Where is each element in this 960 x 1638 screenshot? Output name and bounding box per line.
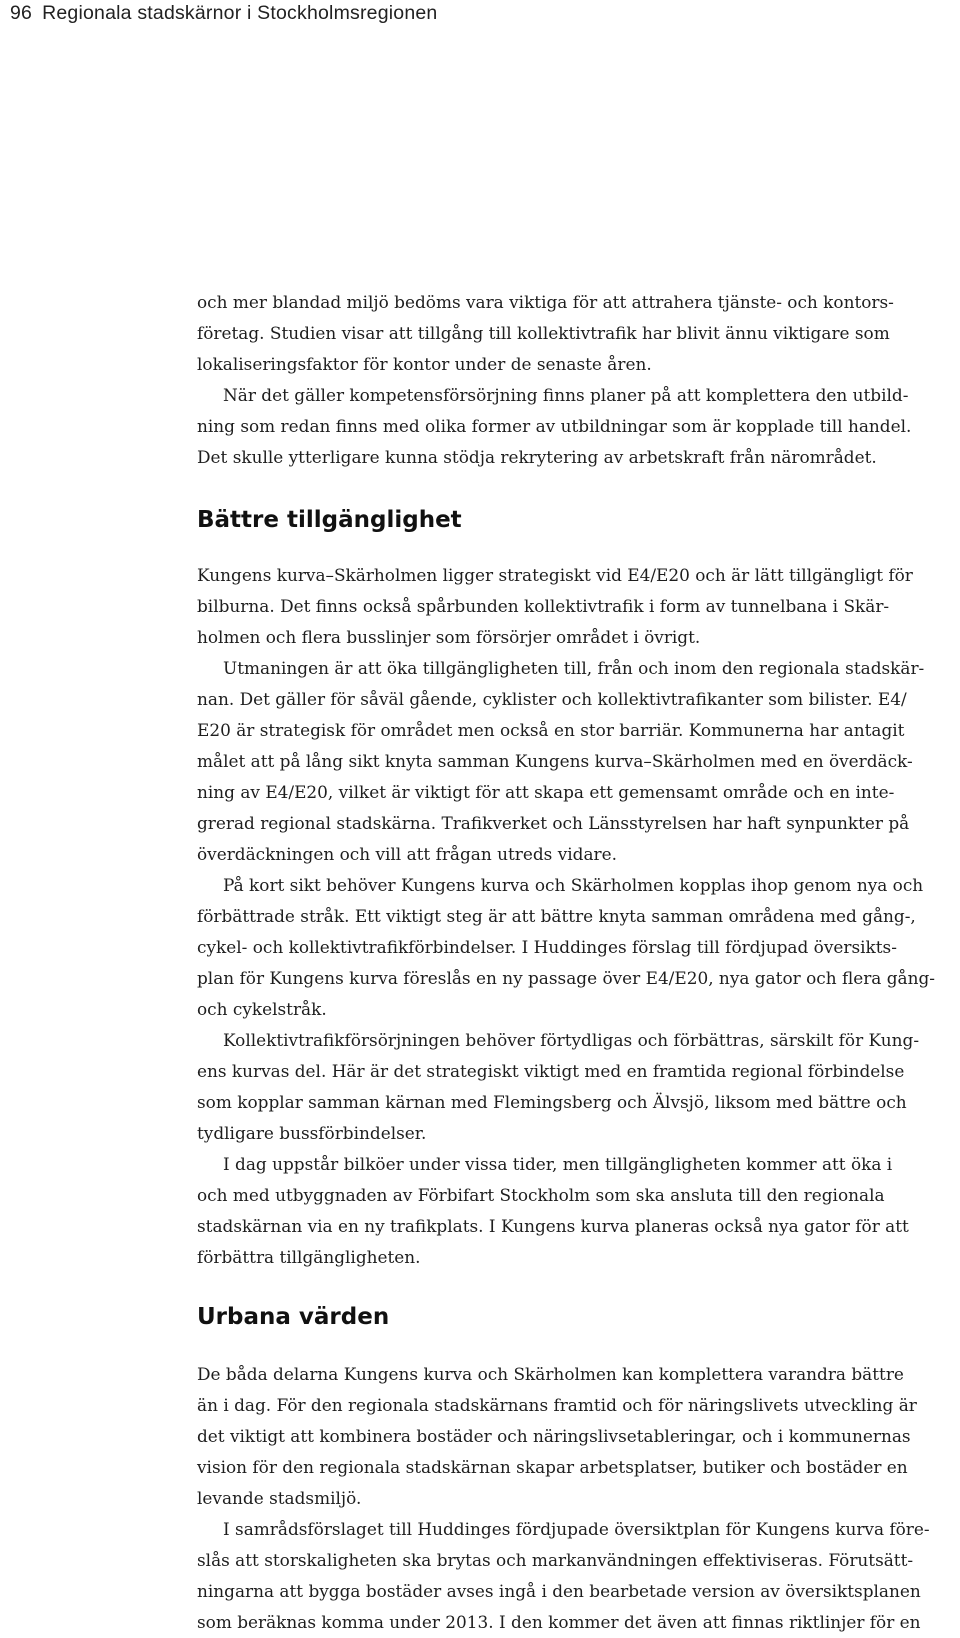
text-line: ens kurvas del. Här är det strategiskt viktigt med en framtida regional förbindelse — [197, 1061, 905, 1082]
text-line: ning som redan finns med olika former av utbildningar som är kopplade till handel. — [197, 416, 912, 436]
text-line: De båda delarna Kungens kurva och Skärholmen kan komplettera varandra bättre — [197, 1364, 904, 1385]
intro-paragraphs — [197, 287, 949, 473]
running-title: Regionala stadskärnor i Stockholmsregionen — [42, 2, 438, 24]
text-line: När det gäller kompetensförsörjning finns planer på att komplettera den utbild- — [223, 385, 909, 405]
page-number: 96 — [10, 2, 33, 24]
section-paragraphs — [197, 1359, 949, 1638]
text-line: Det skulle ytterligare kunna stödja rekrytering av arbetskraft från närområdet. — [197, 447, 877, 467]
section-paragraphs — [197, 560, 949, 1273]
section-heading: Urbana värden — [197, 1304, 390, 1331]
text-line: överdäckningen och vill att frågan utreds vidare. — [197, 844, 617, 865]
text-line: I samrådsförslaget till Huddinges fördjupade översiktplan för Kungens kurva före- — [223, 1519, 930, 1540]
text-line: ning av E4/E20, vilket är viktigt för att skapa ett gemensamt område och en inte- — [197, 782, 895, 803]
text-line: Kungens kurva–Skärholmen ligger strategiskt vid E4/E20 och är lätt tillgängligt för — [197, 565, 913, 586]
text-line: tydligare bussförbindelser. — [197, 1123, 427, 1144]
text-line: I dag uppstår bilköer under vissa tider, men tillgängligheten kommer att öka i — [223, 1154, 893, 1175]
text-line: nan. Det gäller för såväl gående, cyklister och kollektivtrafikanter som bilister. E4/ — [197, 689, 907, 710]
text-line: Utmaningen är att öka tillgängligheten till, från och inom den regionala stadskär- — [223, 658, 925, 679]
text-line: som beräknas komma under 2013. I den kommer det även att finnas riktlinjer för en — [197, 1612, 921, 1633]
text-line: plan för Kungens kurva föreslås en ny passage över E4/E20, nya gator och flera gång- — [197, 968, 936, 989]
text-line: slås att storskaligheten ska brytas och markanvändningen effektiviseras. Förutsätt- — [197, 1550, 914, 1571]
text-line: holmen och flera busslinjer som försörjer området i övrigt. — [197, 627, 701, 648]
text-line: det viktigt att kombinera bostäder och näringslivsetableringar, och i kommunernas — [197, 1426, 911, 1447]
text-line: målet att på lång sikt knyta samman Kungens kurva–Skärholmen med en överdäck- — [197, 751, 913, 772]
text-line: E20 är strategisk för området men också en stor barriär. Kommunerna har antagit — [197, 720, 905, 741]
section-heading: Bättre tillgänglighet — [197, 507, 462, 533]
text-line: förbättra tillgängligheten. — [197, 1247, 421, 1268]
body-text — [197, 287, 949, 1638]
running-header — [10, 2, 437, 25]
text-line: vision för den regionala stadskärnan skapar arbetsplatser, butiker och bostäder en — [197, 1457, 908, 1478]
text-line: grerad regional stadskärna. Trafikverket och Länsstyrelsen har haft synpunkter på — [197, 813, 910, 834]
text-line: levande stadsmiljö. — [197, 1488, 362, 1509]
text-line: cykel- och kollektivtrafikförbindelser. I Huddinges förslag till fördjupad översikts- — [197, 937, 897, 958]
text-line: Kollektivtrafikförsörjningen behöver förtydligas och förbättras, särskilt för Kung- — [223, 1030, 920, 1051]
text-line: företag. Studien visar att tillgång till kollektivtrafik har blivit ännu viktigare som — [197, 323, 890, 343]
text-line: ningarna att bygga bostäder avses ingå i den bearbetade version av översiktsplanen — [197, 1581, 921, 1602]
text-line: än i dag. För den regionala stadskärnans framtid och för näringslivets utveckling är — [197, 1395, 917, 1416]
text-line: som kopplar samman kärnan med Flemingsberg och Älvsjö, liksom med bättre och — [197, 1092, 907, 1113]
text-line: bilburna. Det finns också spårbunden kollektivtrafik i form av tunnelbana i Skär- — [197, 596, 890, 617]
text-line: och med utbyggnaden av Förbifart Stockholm som ska ansluta till den regionala — [197, 1185, 885, 1206]
text-line: lokaliseringsfaktor för kontor under de senaste åren. — [197, 354, 652, 374]
text-line: På kort sikt behöver Kungens kurva och Skärholmen kopplas ihop genom nya och — [223, 875, 924, 896]
text-line: och mer blandad miljö bedöms vara viktiga för att attrahera tjänste- och kontors- — [197, 292, 894, 312]
text-line: och cykelstråk. — [197, 999, 327, 1020]
text-line: stadskärnan via en ny trafikplats. I Kungens kurva planeras också nya gator för att — [197, 1216, 909, 1237]
text-line: förbättrade stråk. Ett viktigt steg är att bättre knyta samman områdena med gång-, — [197, 906, 916, 927]
